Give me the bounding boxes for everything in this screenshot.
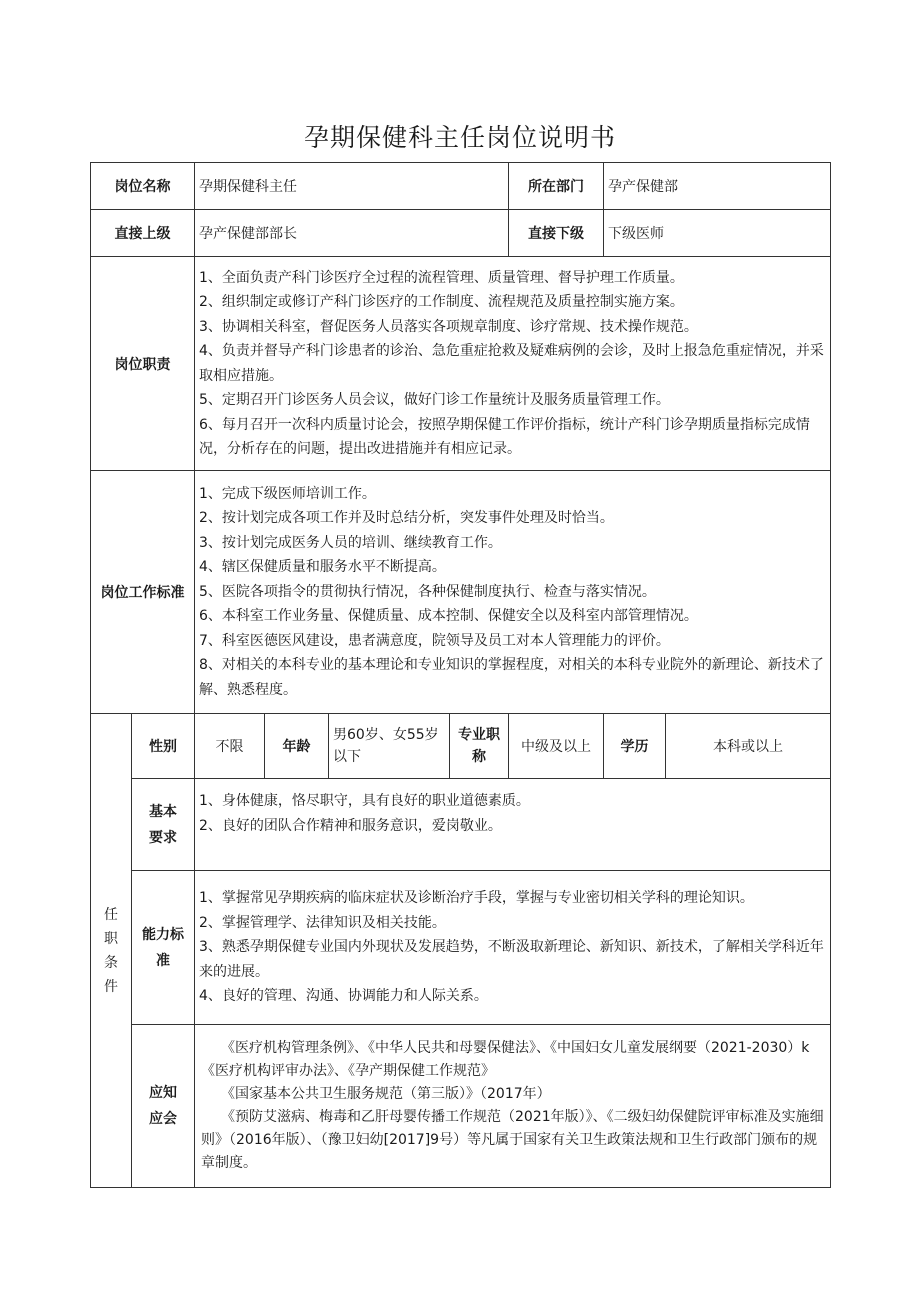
duties-list xyxy=(195,257,831,471)
department-value: 孕产保健部 xyxy=(604,163,831,210)
title-value: 中级及以上 xyxy=(509,714,604,779)
list-item: 《国家基本公共卫生服务规范（第三版）》（2017年） xyxy=(221,1086,551,1102)
list-item: 7、科室医德医风建设，患者满意度，院领导及员工对本人管理能力的评价。 xyxy=(199,632,670,649)
list-item: 3、协调相关科室，督促医务人员落实各项规章制度、诊疗常规、技术操作规范。 xyxy=(199,318,698,335)
basic-requirements-list xyxy=(195,779,831,871)
list-item: 5、医院各项指令的贯彻执行情况，各种保健制度执行、检查与落实情况。 xyxy=(199,583,656,600)
ability-standards-list xyxy=(195,871,831,1025)
required-knowledge-label: 应知应会 xyxy=(132,1025,195,1188)
gender-value: 不限 xyxy=(195,714,265,779)
ability-standards-label: 能力标准 xyxy=(132,871,195,1025)
position-name-value: 孕期保健科主任 xyxy=(195,163,509,210)
list-item: 1、身体健康，恪尽职守，具有良好的职业道德素质。 xyxy=(199,793,530,809)
list-item: 2、按计划完成各项工作并及时总结分析，突发事件处理及时恰当。 xyxy=(199,510,614,527)
list-item: 2、掌握管理学、法律知识及相关技能。 xyxy=(199,914,446,931)
list-item: 《医疗机构管理条例》、《中华人民共和母婴保健法》、《中国妇女儿童发展纲要（2021-2030）k《医疗机构评审办法》、《孕产期保健工作规范》 xyxy=(201,1040,810,1079)
basic-requirements-label: 基本要求 xyxy=(132,779,195,871)
list-item: 1、完成下级医师培训工作。 xyxy=(199,485,376,502)
duties-label: 岗位职责 xyxy=(91,257,195,471)
education-value: 本科或以上 xyxy=(666,714,831,779)
age-label: 年龄 xyxy=(265,714,329,779)
education-label: 学历 xyxy=(604,714,666,779)
list-item: 2、良好的团队合作精神和服务意识，爱岗敬业。 xyxy=(199,817,502,834)
list-item: 3、熟悉孕期保健专业国内外现状及发展趋势，不断汲取新理论、新知识、新技术，了解相关学科近年来的进展。 xyxy=(199,939,824,980)
superior-label: 直接上级 xyxy=(91,210,195,257)
required-knowledge-list xyxy=(195,1025,831,1188)
list-item: 1、全面负责产科门诊医疗全过程的流程管理、质量管理、督导护理工作质量。 xyxy=(199,269,684,286)
standards-list xyxy=(195,471,831,714)
list-item: 4、负责并督导产科门诊患者的诊治、急危重症抢救及疑难病例的会诊，及时上报急危重症情况，并采取相应措施。 xyxy=(199,343,824,384)
list-item: 6、每月召开一次科内质量讨论会，按照孕期保健工作评价指标，统计产科门诊孕期质量指标完成情况，分析存在的问题，提出改进措施并有相应记录。 xyxy=(199,416,810,457)
list-item: 8、对相关的本科专业的基本理论和专业知识的掌握程度，对相关的本科专业院外的新理论、新技术了解、熟悉程度。 xyxy=(199,657,824,698)
list-item: 1、掌握常见孕期疾病的临床症状及诊断治疗手段，掌握与专业密切相关学科的理论知识。 xyxy=(199,890,754,907)
subordinate-label: 直接下级 xyxy=(509,210,604,257)
list-item: 6、本科室工作业务量、保健质量、成本控制、保健安全以及科室内部管理情况。 xyxy=(199,608,698,625)
list-item: 4、辖区保健质量和服务水平不断提高。 xyxy=(199,559,446,576)
qualifications-label: 任 职 条 件 xyxy=(91,714,132,1188)
gender-label: 性别 xyxy=(132,714,195,779)
position-name-label: 岗位名称 xyxy=(91,163,195,210)
list-item: 3、按计划完成医务人员的培训、继续教育工作。 xyxy=(199,534,502,551)
list-item: 4、良好的管理、沟通、协调能力和人际关系。 xyxy=(199,988,488,1005)
list-item: 《预防艾滋病、梅毒和乙肝母婴传播工作规范（2021年版）》、《二级妇幼保健院评审标准及实施细则》（2016年版）、（豫卫妇幼[2017]9号）等凡属于国家有关卫生政策法规和卫生行政部门颁布的规章制度。 xyxy=(201,1109,824,1171)
subordinate-value: 下级医师 xyxy=(604,210,831,257)
job-description-table xyxy=(90,162,831,1188)
standards-label: 岗位工作标准 xyxy=(91,471,195,714)
list-item: 2、组织制定或修订产科门诊医疗的工作制度、流程规范及质量控制实施方案。 xyxy=(199,294,684,310)
superior-value: 孕产保健部部长 xyxy=(195,210,509,257)
page-title: 孕期保健科主任岗位说明书 xyxy=(303,123,616,152)
list-item: 5、定期召开门诊医务人员会议，做好门诊工作量统计及服务质量管理工作。 xyxy=(199,392,670,408)
age-value: 男60岁、女55岁以下 xyxy=(329,714,450,779)
title-label: 专业职称 xyxy=(450,714,509,779)
department-label: 所在部门 xyxy=(509,163,604,210)
